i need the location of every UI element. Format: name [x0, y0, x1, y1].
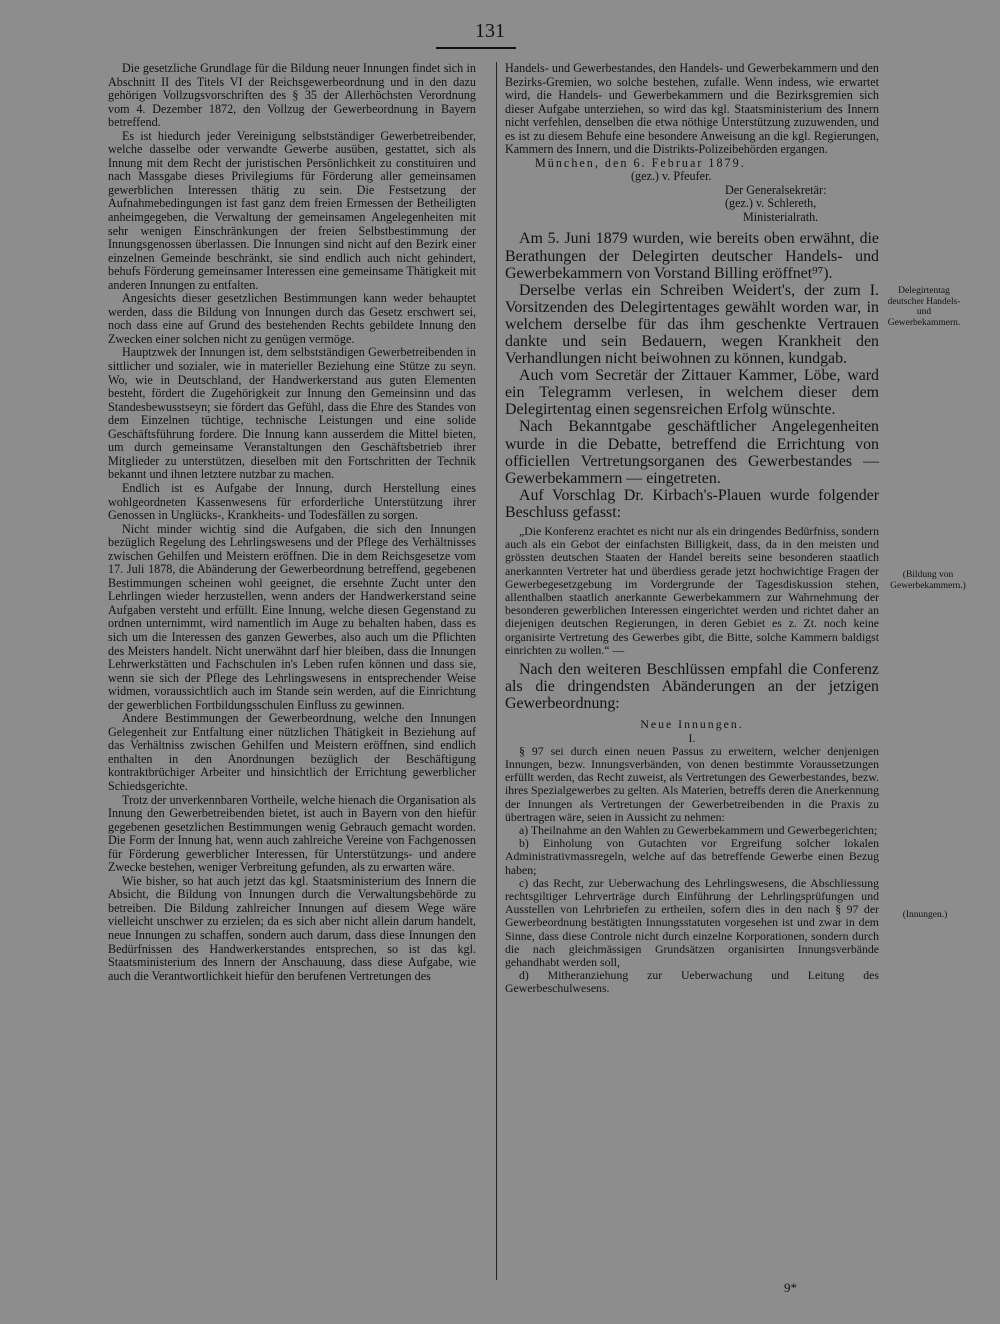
section-heading: Neue Innungen.: [640, 717, 744, 732]
report-paragraph: Auf Vorschlag Dr. Kirbach's-Plauen wurde folgender Beschluss gefasst:: [505, 486, 879, 521]
left-paragraph: Endlich ist es Aufgabe der Innung, durch Herstellung eines wohlgeordneten Kassenwesens für erforderliche Unterstützung ihrer Genossen in Unglücks-, Krankheits- und Todesfällen zu sorgen.: [108, 480, 476, 523]
left-paragraph: Es ist hiedurch jeder Vereinigung selbstständiger Gewerbetreibender, welche dasselbe oder verwandte Gewerbe ausüben, gestattet, sich als Innung mit dem Recht der juristischen Persönlichkeit zu constituiren und nach Massgabe dieses Privilegiums für Förderung aller gemeinsamen gewerblichen Interessen thätig zu sein. Die Festsetzung der Aufnahmebedingungen ist fast ganz dem freien Ermessen der Betheiligten anheimgegeben, die Verwaltung der gemeinsamen Angelegenheiten mit sehr wenigen Einschränkungen der freien Selbstbestimmung der Innungsgenossen überlassen. Die Innungen sind nicht auf den Bezirk einer einzelnen Gemeinde beschränkt, sie sind endlich auch nicht gehindert, behufs Förderung gemeinsamer Interessen eine gemeinsame Thätigkeit mit anderen Innungen zu entfalten.: [108, 128, 476, 292]
report-paragraph: Nach den weiteren Beschlüssen empfahl die Conferenz als die dringendsten Abänderungen an der jetzigen Gewerbeordnung:: [505, 661, 879, 713]
left-paragraph: Andere Bestimmungen der Gewerbeordnung, welche den Innungen Gelegenheit zur Entfaltung einer nützlichen Thätigkeit in Beziehung auf das Verhältniss zwischen Gehilfen und Meistern eröffnen, sind endlich enthalten in den Anordnungen bezüglich der Beschäftigung kontraktbrüchiger Arbeiter und hinsichtlich der Errichtung gewerblicher Schiedsgerichte.: [108, 711, 476, 793]
proposal-item: d) Mitheranziehung zur Ueberwachung und Leitung des Gewerbeschulwesens.: [505, 968, 879, 996]
signature-place-date: München, den 6. Februar 1879.: [535, 155, 746, 170]
report-paragraph: Am 5. Juni 1879 wurden, wie bereits oben erwähnt, die Berathungen der Delegirten deutscher Handels- und Gewerbekammern von Vorstand Billing eröffnet⁹⁷).: [505, 230, 879, 282]
signature-mark: 9*: [784, 1280, 797, 1295]
left-paragraph: Die gesetzliche Grundlage für die Bildung neuer Innungen findet sich in Abschnitt II des Titels VI der Reichsgewerbeordnung und in den dazu gehörigen Vollzugsvorschriften des § 35 der Allerhöchsten Verordnung vom 4. Dezember 1872, den Vollzug der Gewerbeordnung in Bayern betreffend.: [108, 61, 476, 130]
right-paragraph: Handels- und Gewerbestandes, den Handels- und Gewerbekammern und den Bezirks-Gremien, wo solche bestehen, zufalle. Wenn indess, wie erwartet wird, die Handels- und Gewerbekammern und die Bezirksgremien sich dieser Aufgabe unterziehen, so wird das kgl. Staatsministerium des Innern nicht verfehlen, denselben die etwa nöthige Unterstützung zuzuwenden, und es ist zu diesem Behufe eine besondere Anweisung an die kgl. Regierungen, Kammern des Innern, und die Distrikts-Polizeibehörden ergangen.: [505, 61, 879, 157]
left-column: [108, 62, 476, 983]
left-paragraph: Nicht minder wichtig sind die Aufgaben, die sich den Innungen bezüglich Regelung des Lehrlingswesens und der Pflege des Verhältnisses zwischen Gehilfen und Meistern eröffnen. Die in dem Reichsgesetze vom 17. Juli 1878, die Abänderung der Gewerbeordnung betreffend, gegebenen Bestimmungen scheinen wohl geeignet, die ersehnte Zucht unter den Lehrlingen wieder herzustellen, wenn anders der Handwerkerstand seine Aufgaben versteht und erfüllt. Eine Innung, welche diesen Gegenstand zu ordnen unternimmt, wird namentlich im Auge zu behalten haben, dass es sich um die Interessen des ganzen Gewerbes, also auch um die Pflichten des Meisters handelt. Nicht unerwähnt darf hier bleiben, dass die Innungen Lehrwerkstätten und Fachschulen in's Leben rufen können und dass sie, wenn sie sich der Pflege des Lehrlingswesens in entsprechender Weise widmen, voraussichtlich auch im Stande sein werden, auf die Einrichtung der gewerblichen Fortbildungsschulen Einfluss zu gewinnen.: [108, 521, 476, 712]
proposal-item: c) das Recht, zur Ueberwachung des Lehrlingswesens, die Abschliessung rechtsgiltiger Lehrverträge durch Einführung der Lehrlingsprüfungen und Ausstellen von Lehrbriefen zu ertheilen, sofern dies in den nach § 97 der Gewerbeordnung bestätigten Innungsstatuten vorgesehen ist und zwar in dem Sinne, dass diese Controle nicht durch einzelne Korporationen, sondern durch die nach gleichmässigen Grundsätzen organisirten Innungsverbände gehandhabt werden soll,: [505, 875, 879, 969]
page-number-rule: [436, 47, 516, 49]
right-column: [505, 62, 879, 996]
signature-name: (gez.) v. Schlereth,: [725, 196, 817, 211]
section-numeral: I.: [688, 730, 696, 745]
report-paragraph: Nach Bekanntgabe geschäftlicher Angelegenheiten wurde in die Debatte, betreffend die Errichtung von officiellen Vertretungsorganen des Gewerbestandes — Gewerbekammern — eingetreten.: [505, 418, 879, 487]
signature-title: Der Generalsekretär:: [725, 182, 827, 197]
signature-minister: (gez.) v. Pfeufer.: [631, 169, 712, 184]
proposal-item: a) Theilnahme an den Wahlen zu Gewerbekammern und Gewerbegerichten;: [519, 822, 878, 837]
proposal-paragraph: § 97 sei durch einen neuen Passus zu erweitern, welcher denjenigen Innungen, bezw. Innungsverbänden, von denen bestimmte Voraussetzungen erfüllt werden, das Recht zuweist, als Vertretungen des Gewerbestandes, bezw. ihres Spezialgewerbes zu gelten. Als Materien, betreffs deren die Anerkennung der Innungen als Vertretungen der Gewerbetreibenden in die Praxis zu übertragen wäre, seien in Aussicht zu nehmen:: [505, 743, 879, 824]
report-paragraph: Derselbe verlas ein Schreiben Weidert's, der zum I. Vorsitzenden des Delegirtentages gewählt worden war, in welchem derselbe für das ihm geschenkte Vertrauen dankte und sein Bedauern, wegen Krankheit den Verhandlungen nicht beiwohnen zu können, kundgab.: [505, 281, 879, 368]
proposal-item: b) Einholung von Gutachten vor Ergreifung solcher lokalen Administrativmassregeln, welche auf das betreffende Gewerbe einen Bezug haben;: [505, 836, 879, 877]
left-paragraph: Angesichts dieser gesetzlichen Bestimmungen kann weder behauptet werden, dass die Bildung von Innungen durch das Gesetz erschwert sei, noch dass eine auf Grund des bestehenden Rechts gebildete Innung den Zwecken einer solchen nicht zu genügen vermöge.: [108, 291, 476, 346]
signature-role: Ministerialrath.: [743, 209, 819, 224]
column-divider: [496, 62, 497, 1280]
left-paragraph: Wie bisher, so hat auch jetzt das kgl. Staatsministerium des Innern die Absicht, die Bildung von Innungen durch die Verwaltungsbehörde zu betreiben. Die Bildung zahlreicher Innungen auf diesem Wege wäre vielleicht unschwer zu erzielen; da es sich aber nicht allein darum handelt, neue Innungen zu schaffen, sondern auch darum, dass diese Innungen den Bedürfnissen des Handwerkerstandes entsprechen, so ist das kgl. Staatsministerium des Innern der Anschauung, dass diese Aufgabe, wie auch die Verantwortlichkeit hiefür den berufenen Vertretungen des: [108, 873, 476, 983]
margin-note-delegirtentag: Delegirtentag deutscher Handels- und Gewerbekammern.: [887, 286, 961, 328]
report-paragraph: Auch vom Secretär der Zittauer Kammer, Löbe, ward ein Telegramm verlesen, in welchem dieser dem Delegirtentag einen segensreichen Erfolg wünschte.: [505, 367, 879, 419]
left-paragraph: Hauptzwek der Innungen ist, dem selbstständigen Gewerbetreibenden in sittlicher und sozialer, wie in materieller Beziehung eine Stütze zu seyn. Wo, wie in Deutschland, der Handwerkerstand aus guten Elementen besteht, fördert die Zugehörigkeit zur Innung den Gemeinsinn und das Standesbewusstseyn; sie fördert das Gefühl, dass die Ehre des Standes von dem Einzelnen tüchtige, technische Leistungen und eine solide Geschäftsführung fordere. Die Innung kann ausserdem die Mittel bieten, um durch gemeinsame Veranstaltungen den Geschäftsbetrieb ihrer Mitglieder zu unterstützen, dieselben mit den Fortschritten der Technik bekannt und ihnen letztere nutzbar zu machen.: [108, 345, 476, 482]
margin-note-innungen: (Innungen.): [902, 910, 948, 920]
margin-note-gewerbekammern: (Bildung von Gewerbekammern.): [890, 570, 966, 591]
resolution-quote: „Die Konferenz erachtet es nicht nur als ein dringendes Bedürfniss, sondern auch als ein Gebot der einfachsten Billigkeit, dass, da in den meisten und grössten deutschen Staaten der Handel bereits seine besonderen staatlich anerkannten Vertreter hat und überdiess gerade jetzt hochwichtige Fragen der Gewerbegesetzgebung im Vordergrunde der Tagesdiskussion stehen, allenthalben staatlich anerkannte Gewerbekammern zur Wahrnehmung der besonderen gewerblichen Interessen eingerichtet werden und richtet daher an diejenigen deutschen Regierungen, in deren Gebiet es z. Zt. noch keine organisirte Vertretung des Gewerbes gibt, die Bitte, solche Kammern baldigst einrichten zu wollen.“ —: [505, 524, 879, 657]
page-number: 131: [475, 20, 505, 42]
left-paragraph: Trotz der unverkennbaren Vortheile, welche hienach die Organisation als Innung den Gewerbetreibenden bietet, ist auch in Bayern von den hiefür gegebenen gesetzlichen Bestimmungen wenig Gebrauch gemacht worden. Die Form der Innung hat, wenn auch zahlreiche Vereine von Fachgenossen für Förderung gewerblicher Interessen, für Unterstützungs- und andere Zwecke bestehen, weniger Verbreitung gefunden, als zu erwarten wäre.: [108, 792, 476, 875]
